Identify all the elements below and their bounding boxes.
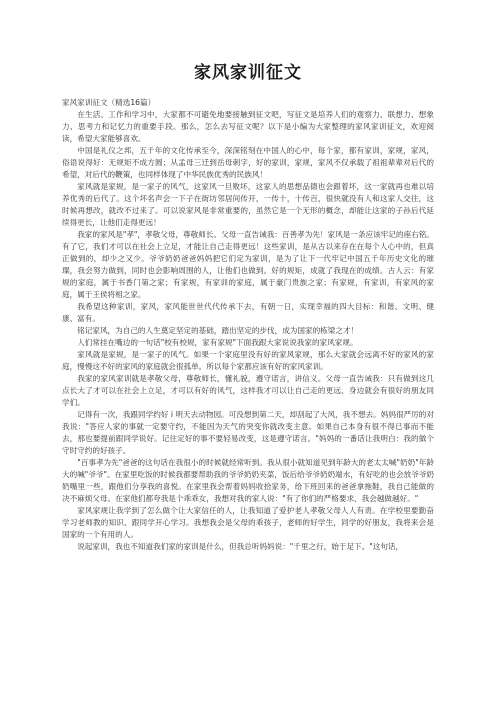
paragraph: 铭记家风，为自己的人生奠定坚定的基础，踏出坚定的步伐，成为国家的栋梁之才！ xyxy=(77,326,359,335)
paragraph: 人们常挂在嘴边的一句话"校有校规，家有家规"下面我跟大家说说我家的家风家规。 xyxy=(77,338,358,347)
paragraph: 说起家训，我也不知道我们家的家训是什么，但我总听妈妈说："千里之行，始于足下。"这句话， xyxy=(77,542,404,551)
paragraph: 我家的家风家训就是孝敬父母，尊敬师长，懂礼貌，遵守诺言，讲信义。父母一直告诫我：只有做到这几点长大了才可以在社会上立足，才可以有好的风气，这样我才可以让自己走的更远、身边就会有很好的朋友同学们。 xyxy=(62,374,434,407)
paragraph: "百事孝为先"爸爸的这句话在我很小的时候就经常听到。我从很小就知道见到年龄大的老太太喊"奶奶"年龄大的喊"爷爷"。在家里吃饭的时候我都要帮助我的爷爷奶奶夹菜，饭后给爷爷奶奶端水，有好吃的也会放爷爷奶奶嘴里一些，跟他们分享我的喜悦。在家里我会帮着妈妈收拾家务，给下班回来的爸爸拿拖鞋，我自己能做的决不麻烦父母。在家他们都夸我是个乖乖女，我想对我的家人说："有了你们的严格要求，我会越做越好。" xyxy=(62,458,434,503)
paragraph: 我家的家风是"孝"，孝敬父母，尊敬师长。父母一直告诫我：百善孝为先！家风是一条应该牢记的座右铭。有了它，我们才可以在社会上立足，才能让自己走得更远！这些家训，是从古以来存在在每个人心中的，但真正做到的，却少之又少。爷爷奶奶爸爸妈妈把它们定为家训，是为了让下一代牢记中国五千年历史文化的璀璨，我会努力做到，同时也会影响周围的人，让他们也做到。好的规矩，成就了我现在的成绩。古人云：有家规的家庭，属于书香门第之家；有家规，有家训的家庭，属于豪门贵族之家；有家规，有家训，有家风的家庭，属于王侯将相之家。 xyxy=(62,230,434,299)
paragraph: 在生活、工作和学习中，大家都不可避免地要接触到征文吧，写征文是培养人们的观察力、联想力、想象力、思考力和记忆力的重要手段。那么，怎么去写征文呢？以下是小编为大家整理的家风家训征文，欢迎阅读，希望大家能够喜欢。 xyxy=(62,110,434,143)
paragraph: 中国是礼仪之邦，五千年的文化传承至今，深深铭刻在中国人的心中，每个家，都有家训，家规，家风，俗语说得好：无规矩不成方圆；从孟母三迁到岳母刺字，好的家训，家规，家风不仅承载了祖祖辈辈对后代的希望，对后代的鞭策，也同样体现了中华民族优秀的民族风！ xyxy=(62,146,434,179)
paragraph: 家风家规让我学到了怎么做个让大家信任的人，让我知道了爱护老人孝敬父母人人有责。在学校里要勤奋学习老师教的知识、跟同学开心学习。我想我会是父母的乖孩子，老师的好学生，同学的好朋友，我将来会是国家的一个有用的人。 xyxy=(62,506,434,539)
document-subtitle: 家风家训征文（精选16篇） xyxy=(62,98,156,107)
paragraph: 家风就是家规，是一家子的风气，这家风一旦败坏，这家人的思想品德也会跟着坏，这一家就再也难以培养优秀的后代了。这个坏名声会一下子在街坊邻居间传开，一传十，十传百，很快就没有人和这家人交往，这时候再想改，就改不过来了。可以说家风是非常重要的，虽然它是一个无形的概念，却能让这家的子孙后代延续得更长，让他们走得更远！ xyxy=(62,182,434,227)
paragraph: 记得有一次，我跟同学约好 i 明天去动物园。可没想到第二天，却刮起了大风，我不想去。妈妈很严厉的对我说："答应人家的事就一定要守约，不能因为天气的突变你就改变主意。如果自己本身有很不得已事而不能去，那也要提前跟同学说好。记住定好的事不要轻易改变，这是遵守诺言。"妈妈的一番话让我明白：我的做个守时守约的好孩子。 xyxy=(62,410,434,455)
paragraph: 我希望这种家训，家风，家风能世世代代传承下去，有朝一日，实现幸福的四大目标：和谐、文明、健康、富有。 xyxy=(62,302,434,323)
paragraph: 家风就是家规，是一家子的风气。如果一个家庭里没有好的家风家规，那么大家就会远离不好的家风的家庭，慢慢这不好的家风的家庭就会很孤单。所以每个家都应该有好的家风家训。 xyxy=(62,350,434,371)
document-title: 家风家训征文 xyxy=(194,63,302,83)
